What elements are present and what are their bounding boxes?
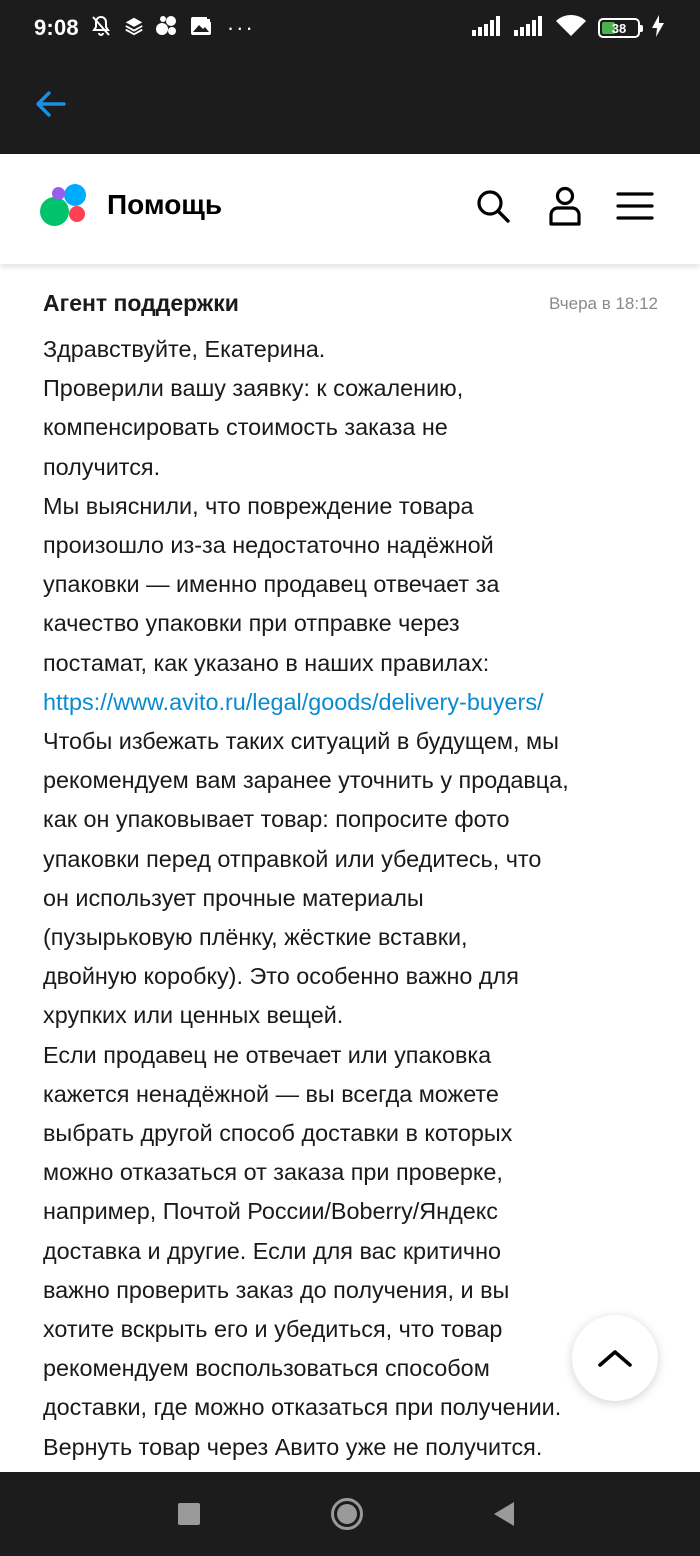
message-line: упаковки — именно продавец отвечает за [43,571,500,598]
menu-icon [616,191,654,221]
battery-level: 38 [611,20,627,36]
support-message-area[interactable] [0,264,700,1472]
navigation-bar [0,56,700,154]
message-line: рекомендуем воспользоваться способом [43,1355,490,1382]
message-line: как он упаковывает товар: попросите фото [43,806,510,833]
message-line: например, Почтой России/Boberry/Яндекс [43,1198,498,1225]
layers-icon [123,15,145,42]
app-header [0,154,700,264]
message-line: Мы выяснили, что повреждение товара [43,492,474,519]
system-navigation-bar [0,1472,700,1556]
back-button[interactable] [28,82,72,126]
message-line: важно проверить заказ до получения, и вы [43,1276,510,1303]
mute-bell-icon [89,14,113,43]
message-line: Вернуть товар через Авито уже не получится. [43,1433,543,1460]
menu-button[interactable] [613,184,657,228]
signal-icon [514,16,544,41]
status-bar [0,0,700,56]
message-line: доставки, где можно отказаться при получении. [43,1394,562,1421]
search-button[interactable] [471,184,515,228]
message-line: выбрать другой способ доставки в которых [43,1120,513,1147]
message-line: (пузырьковую плёнку, жёсткие вставки, [43,924,468,951]
message-line: можно отказаться от заказа при проверке, [43,1159,503,1186]
message-line: Проверили вашу заявку: к сожалению, [43,375,464,402]
message-line: Чтобы избежать таких ситуаций в будущем, мы [43,728,559,755]
message-line: двойную коробку). Это особенно важно для [43,963,519,990]
scroll-top-button[interactable] [572,1315,658,1401]
avito-logo[interactable] [40,184,90,228]
message-line: он использует прочные материалы [43,884,424,911]
message-line: качество упаковки при отправке через [43,610,460,637]
message-line: постамат, как указано в наших правилах: [43,649,490,676]
message-line: упаковки перед отправкой или убедитесь, что [43,845,542,872]
message-body [43,330,683,1467]
message-line: рекомендуем вам заранее уточнить у продавца, [43,767,569,794]
message-line: хотите вскрыть его и убедиться, что товар [43,1316,503,1343]
system-back-button[interactable] [484,1494,524,1534]
search-icon [475,188,511,224]
charging-icon [652,15,664,42]
recents-square-icon [177,1502,201,1526]
app-cluster-icon [155,15,179,42]
photo-icon [189,14,213,43]
arrow-left-icon [34,90,66,118]
profile-icon [548,186,582,226]
message-line: доставка и другие. Если для вас критично [43,1237,502,1264]
status-right [472,0,664,56]
message-line: кажется ненадёжной — вы всегда можете [43,1080,499,1107]
signal-icon [472,16,502,41]
message-link[interactable]: https://www.avito.ru/legal/goods/delivery-buyers/ [43,688,544,715]
battery-icon [598,18,640,38]
page-title: Помощь [107,189,223,220]
message-line: получится. [43,453,161,480]
status-left [34,0,255,56]
message-line: произошло из-за недостаточно надёжной [43,532,494,559]
wifi-icon [556,15,586,42]
message-sender: Агент поддержки [43,290,239,316]
more-indicator: ··· [226,15,255,40]
profile-button[interactable] [543,184,587,228]
status-time: 9:08 [34,15,79,40]
message-time: Вчера в 18:12 [548,294,658,313]
chevron-up-icon [597,1348,633,1368]
back-triangle-icon [492,1501,516,1527]
message-line: хрупких или ценных вещей. [43,1002,344,1029]
home-circle-icon [330,1497,364,1531]
message-line: Если продавец не отвечает или упаковка [43,1041,492,1068]
recents-button[interactable] [169,1494,209,1534]
message-line: Здравствуйте, Екатерина. [43,336,326,362]
message-header [43,286,658,320]
home-button[interactable] [327,1494,367,1534]
message-line: компенсировать стоимость заказа не [43,414,448,441]
